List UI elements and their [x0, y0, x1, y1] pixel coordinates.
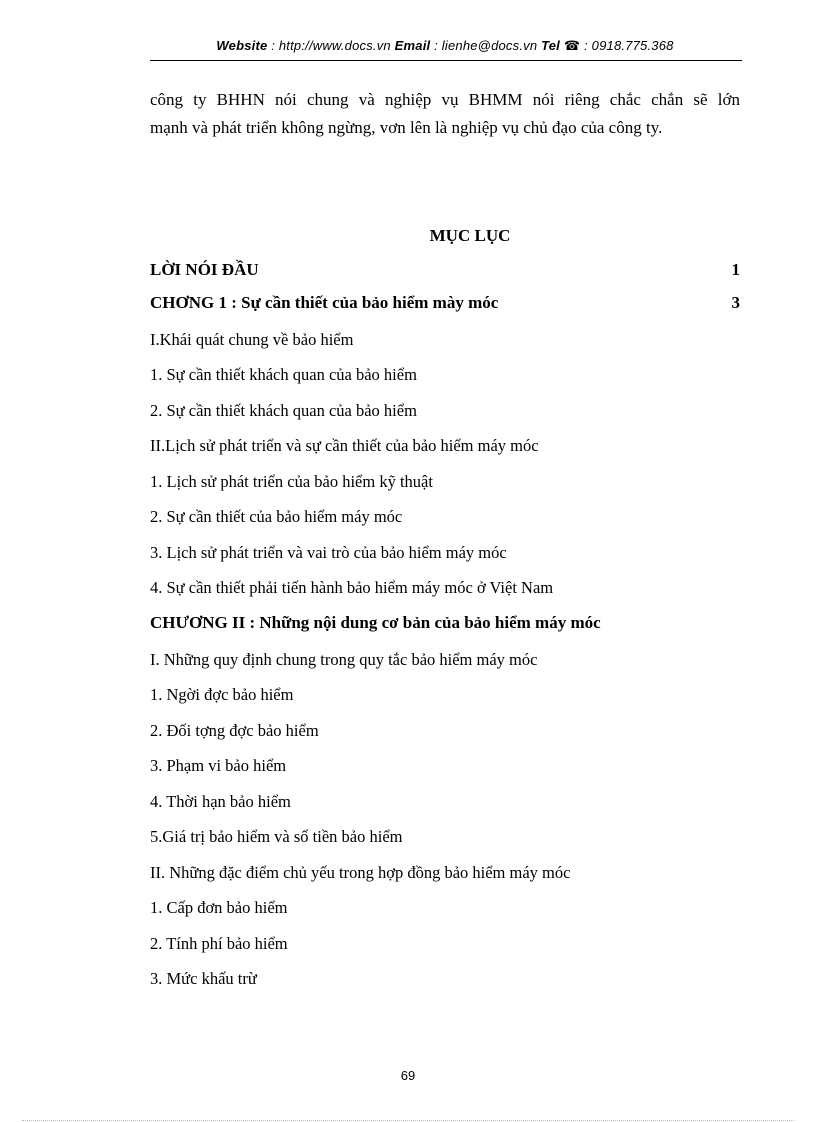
tel-value: : 0918.775.368: [580, 38, 674, 53]
toc-entry-text: LỜI NÓI ĐẦU: [150, 260, 259, 279]
toc-entry: 1. Sự cần thiết khách quan của bảo hiểm: [150, 365, 417, 384]
toc-entry: II. Những đặc điểm chủ yếu trong hợp đồng bảo hiểm máy móc: [150, 863, 571, 882]
tel-label: Tel: [541, 38, 560, 53]
toc-entry: 4. Sự cần thiết phải tiến hành bảo hiểm máy móc ở Việt Nam: [150, 578, 554, 597]
website-label: Website: [216, 38, 268, 53]
toc-entry: I.Khái quát chung về bảo hiểm: [150, 330, 354, 349]
toc-entry-chapter-2: CHƯƠNG II : Những nội dung cơ bản của bảo hiểm máy móc: [150, 613, 601, 632]
toc-entry: 1. Cấp đơn bảo hiểm: [150, 898, 288, 917]
email-value: : lienhe@docs.vn: [430, 38, 542, 53]
header-divider: [150, 60, 742, 61]
toc-entry-foreword: [150, 260, 740, 280]
page-header: [150, 38, 740, 54]
toc-entry: 5.Giá trị bảo hiểm và số tiền bảo hiểm: [150, 827, 403, 846]
toc-entry: 1. Ngời đợc bảo hiểm: [150, 685, 294, 704]
toc-entry: I. Những quy định chung trong quy tắc bảo hiểm máy móc: [150, 650, 538, 669]
toc-entry: 3. Lịch sử phát triển và vai trò của bảo hiểm máy móc: [150, 543, 507, 562]
intro-paragraph: [150, 86, 740, 142]
toc-entry: 3. Phạm vi bảo hiểm: [150, 756, 287, 775]
phone-icon: ☎: [563, 38, 581, 53]
page-bottom-divider: [22, 1120, 794, 1121]
toc-entry: 1. Lịch sử phát triển của bảo hiểm kỹ thuật: [150, 472, 433, 491]
toc-entry: II.Lịch sử phát triển và sự cần thiết của bảo hiểm máy móc: [150, 436, 539, 455]
toc-entry: 2. Sự cần thiết khách quan của bảo hiểm: [150, 401, 417, 420]
toc-entry: 2. Tính phí bảo hiểm: [150, 934, 288, 953]
website-value: : http://www.docs.vn: [267, 38, 395, 53]
toc-entry: 2. Sự cần thiết của bảo hiểm máy móc: [150, 507, 403, 526]
email-label: Email: [394, 38, 431, 53]
toc-entry-page: 3: [731, 293, 740, 312]
toc-entry: 4. Thời hạn bảo hiểm: [150, 792, 291, 811]
intro-line-2: mạnh và phát triển không ngừng, vơn lên là nghiệp vụ chủ đạo của công ty.: [150, 118, 663, 137]
toc-entry-chapter-1: [150, 293, 740, 313]
toc-entry-page: 1: [731, 260, 740, 279]
intro-line-1: công ty BHHN nói chung và nghiệp vụ BHMM nói riêng chắc chắn sẽ lớn: [150, 90, 740, 109]
toc-title: MỤC LỤC: [429, 226, 511, 245]
toc-entry: 3. Mức khấu trừ: [150, 969, 257, 988]
toc-entry: 2. Đối tợng đợc bảo hiểm: [150, 721, 319, 740]
page-number: 69: [400, 1068, 416, 1083]
toc-entry-text: CHƠNG 1 : Sự cần thiết của bảo hiểm mày móc: [150, 293, 499, 312]
